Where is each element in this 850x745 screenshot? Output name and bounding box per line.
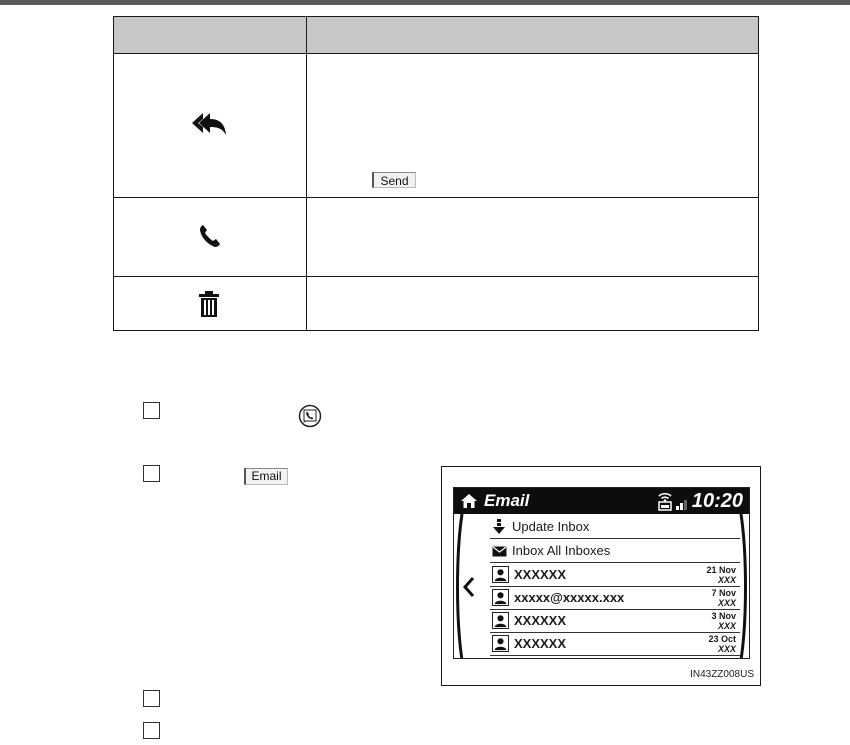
message-date <box>711 611 736 631</box>
back-chevron-icon[interactable] <box>462 576 476 598</box>
step-1-box <box>143 402 160 419</box>
menu-item-update-inbox[interactable] <box>490 516 740 539</box>
email-screen <box>453 487 750 659</box>
message-date-year: XXX <box>717 644 736 654</box>
contact-avatar-icon <box>492 566 509 583</box>
message-row[interactable] <box>490 587 740 610</box>
table-row-divider <box>114 197 758 198</box>
step-3-box <box>143 690 160 707</box>
menu-item-label: Update Inbox <box>512 519 590 534</box>
message-row[interactable] <box>490 564 740 587</box>
message-date-year: XXX <box>717 598 736 608</box>
reply-all-icon <box>190 111 228 137</box>
message-sender: XXXXXX <box>514 613 567 628</box>
download-arrow-icon <box>492 519 506 535</box>
message-date-year: XXX <box>717 575 736 585</box>
message-sender: xxxxx@xxxxx.xxx <box>514 590 625 605</box>
contact-avatar-icon <box>492 612 509 629</box>
message-row[interactable] <box>490 610 740 633</box>
screen-title: Email <box>484 491 530 510</box>
menu-item-label: Inbox All Inboxes <box>512 543 611 558</box>
phone-icon <box>199 224 221 248</box>
table-row-divider <box>114 276 758 277</box>
step-4-box <box>143 722 160 739</box>
top-rule <box>0 0 850 5</box>
home-icon[interactable] <box>460 493 478 509</box>
message-date-day: 21 Nov <box>706 565 736 575</box>
message-date <box>711 588 736 608</box>
contact-avatar-icon <box>492 635 509 652</box>
clock-time: 10:20 <box>691 490 743 512</box>
step-2-box <box>143 465 160 482</box>
menu-item-inbox-all[interactable] <box>490 540 740 563</box>
envelope-icon <box>492 546 507 557</box>
contact-avatar-icon <box>492 589 509 606</box>
table-header <box>114 17 758 54</box>
message-sender: XXXXXX <box>514 636 567 651</box>
message-date-year: XXX <box>717 621 736 631</box>
email-button[interactable]: Email <box>244 468 288 485</box>
message-date-day: 3 Nov <box>711 611 736 621</box>
icon-function-table <box>113 16 759 331</box>
message-sender: XXXXXX <box>514 567 567 582</box>
table-column-divider <box>306 17 307 330</box>
email-screen-figure <box>441 466 761 686</box>
connection-status-icon <box>656 491 690 511</box>
figure-code: IN43ZZ008US <box>690 669 754 680</box>
send-button[interactable]: Send <box>372 172 416 188</box>
message-date <box>708 634 736 654</box>
screen-header <box>454 488 749 514</box>
message-date <box>706 565 736 585</box>
phone-button-icon <box>298 404 322 428</box>
message-row[interactable] <box>490 633 740 656</box>
message-date-day: 23 Oct <box>708 634 736 644</box>
trash-icon <box>198 291 220 318</box>
message-date-day: 7 Nov <box>711 588 736 598</box>
